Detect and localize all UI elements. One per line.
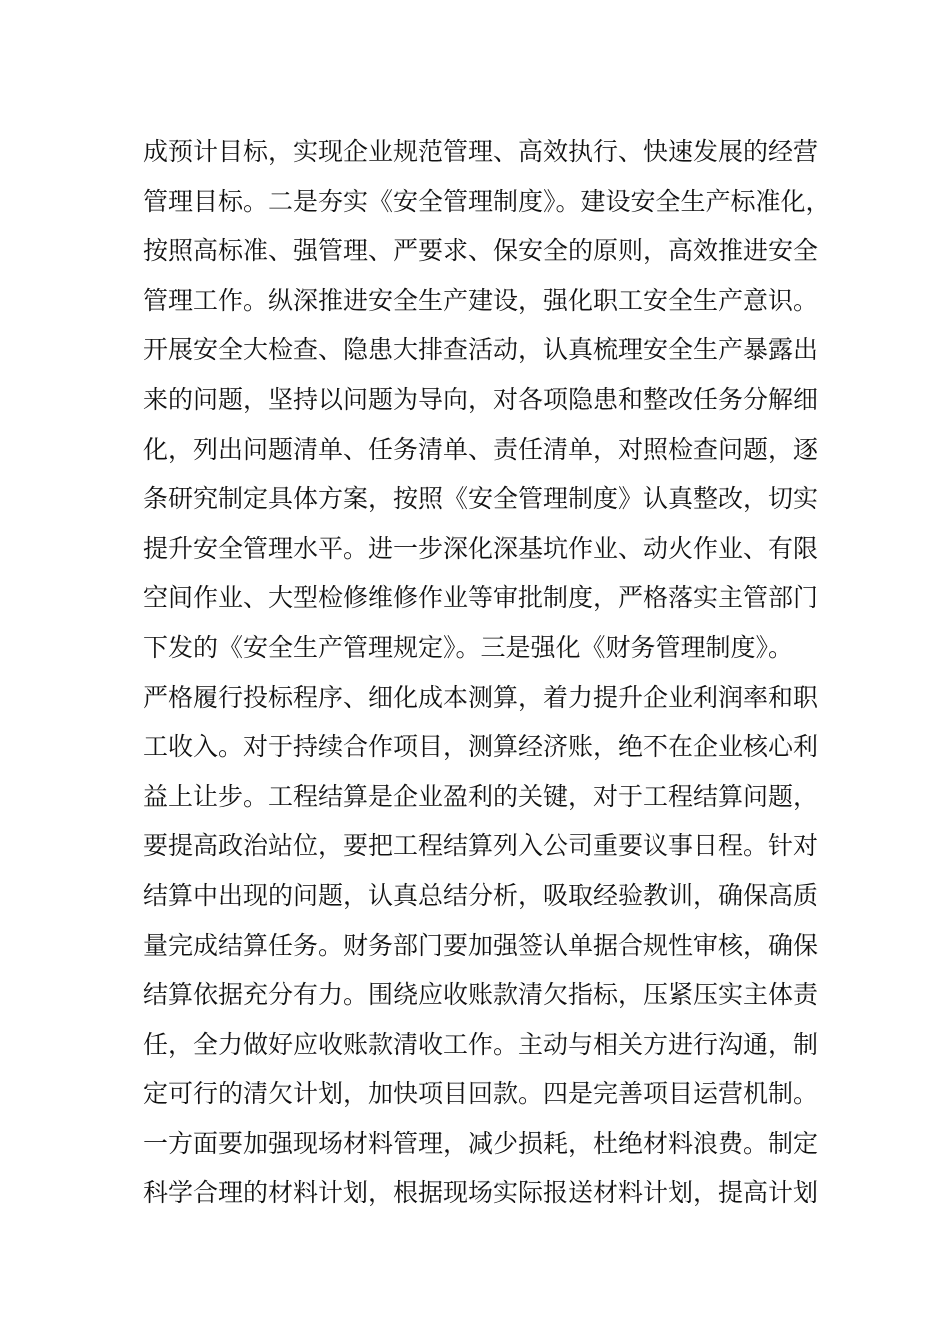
text-line: 条研究制定具体方案，按照《安全管理制度》认真整改，切实 (143, 484, 819, 514)
text-line: 结算依据充分有力。围绕应收账款清欠指标，压紧压实主体责 (143, 980, 819, 1010)
text-line: 开展安全大检查、隐患大排查活动，认真梳理安全生产暴露出 (143, 335, 819, 365)
text-line: 管理工作。纵深推进安全生产建设，强化职工安全生产意识。 (143, 285, 819, 315)
text-line: 下发的《安全生产管理规定》。三是强化《财务管理制度》。 (143, 632, 794, 662)
text-line: 管理目标。二是夯实《安全管理制度》。建设安全生产标准化， (143, 186, 831, 216)
text-line: 结算中出现的问题，认真总结分析，吸取经验教训，确保高质 (143, 880, 819, 910)
text-line: 成预计目标，实现企业规范管理、高效执行、快速发展的经营 (143, 137, 819, 166)
text-line: 按照高标准、强管理、严要求、保安全的原则，高效推进安全 (143, 236, 819, 266)
text-line: 来的问题，坚持以问题为导向，对各项隐患和整改任务分解细 (143, 384, 819, 414)
text-line: 工收入。对于持续合作项目，测算经济账，绝不在企业核心利 (143, 732, 819, 762)
text-line: 科学合理的材料计划，根据现场实际报送材料计划，提高计划 (143, 1178, 819, 1208)
text-line: 要提高政治站位，要把工程结算列入公司重要议事日程。针对 (143, 831, 819, 861)
text-line: 一方面要加强现场材料管理，减少损耗，杜绝材料浪费。制定 (143, 1128, 819, 1158)
text-line: 严格履行投标程序、细化成本测算，着力提升企业利润率和职 (143, 682, 819, 712)
text-line: 益上让步。工程结算是企业盈利的关键，对于工程结算问题， (143, 781, 819, 811)
text-line: 定可行的清欠计划，加快项目回款。四是完善项目运营机制。 (143, 1079, 819, 1109)
text-line: 空间作业、大型检修维修作业等审批制度，严格落实主管部门 (143, 583, 819, 613)
body-text (143, 127, 831, 1218)
text-line: 量完成结算任务。财务部门要加强签认单据合规性审核，确保 (143, 930, 819, 960)
text-line: 任，全力做好应收账款清收工作。主动与相关方进行沟通，制 (143, 1029, 819, 1059)
text-line: 提升安全管理水平。进一步深化深基坑作业、动火作业、有限 (143, 533, 819, 563)
text-line: 化，列出问题清单、任务清单、责任清单，对照检查问题，逐 (143, 434, 819, 464)
